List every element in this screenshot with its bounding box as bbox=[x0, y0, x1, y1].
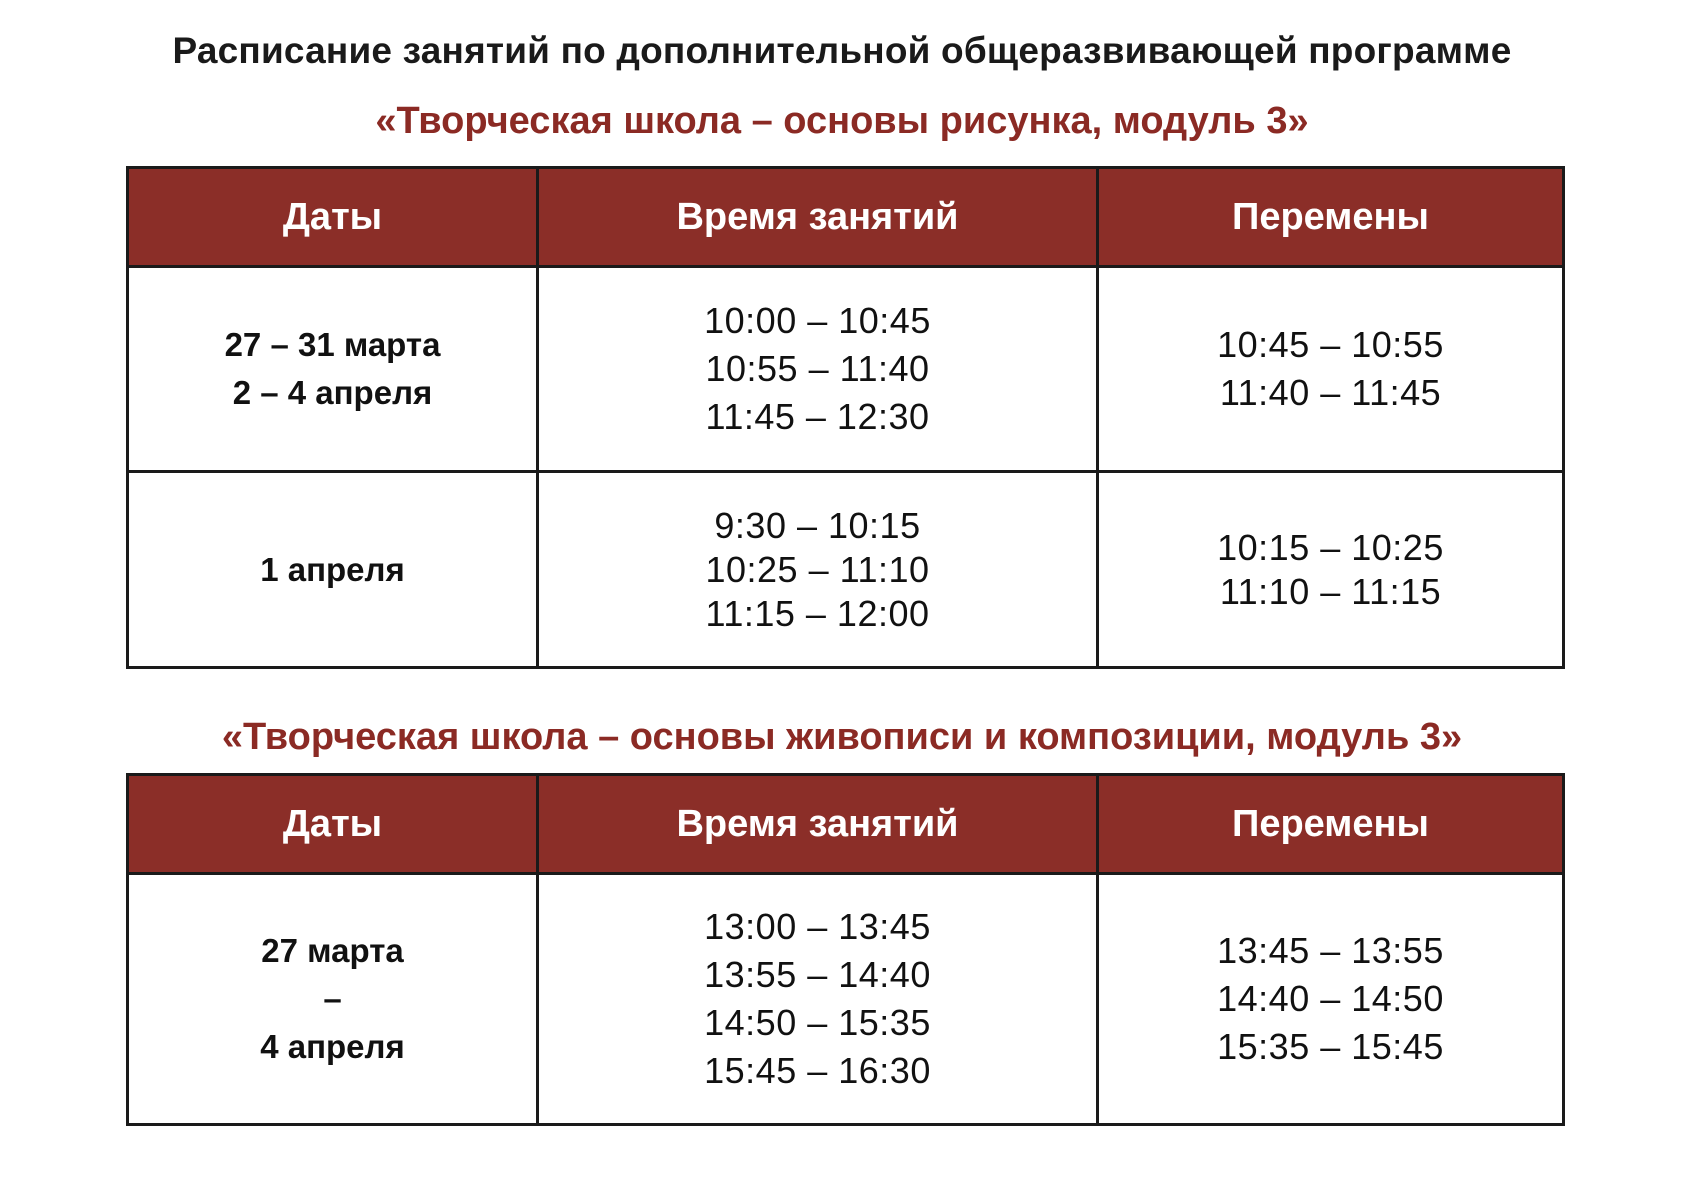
table-row bbox=[128, 874, 1564, 1125]
break-time: 15:35 – 15:45 bbox=[1217, 1026, 1444, 1067]
break-time: 11:40 – 11:45 bbox=[1219, 372, 1442, 413]
break-time: 11:10 – 11:15 bbox=[1219, 570, 1442, 612]
lesson-times-cell bbox=[538, 874, 1098, 1125]
column-header-lesson-time: Время занятий bbox=[538, 168, 1098, 267]
date-line: 27 марта bbox=[261, 932, 404, 969]
breaks-cell bbox=[1098, 267, 1564, 472]
lesson-time: 10:25 – 11:10 bbox=[705, 548, 930, 590]
date-separator: – bbox=[323, 980, 342, 1017]
lesson-times-cell bbox=[538, 267, 1098, 472]
date-line: 2 – 4 апреля bbox=[232, 374, 433, 411]
break-time: 10:45 – 10:55 bbox=[1217, 324, 1444, 365]
lesson-time: 11:15 – 12:00 bbox=[705, 592, 930, 634]
lesson-time: 13:00 – 13:45 bbox=[704, 906, 931, 947]
lesson-time: 10:00 – 10:45 bbox=[704, 300, 931, 341]
breaks-cell bbox=[1098, 472, 1564, 668]
column-header-breaks: Перемены bbox=[1098, 775, 1564, 874]
lesson-time: 13:55 – 14:40 bbox=[704, 954, 931, 995]
break-time: 13:45 – 13:55 bbox=[1217, 930, 1444, 971]
table-row bbox=[128, 267, 1564, 472]
lesson-time: 11:45 – 12:30 bbox=[705, 396, 930, 437]
dates-cell bbox=[128, 472, 538, 668]
table-row bbox=[128, 472, 1564, 668]
lesson-time: 10:55 – 11:40 bbox=[705, 348, 930, 389]
date-line: 27 – 31 марта bbox=[224, 326, 441, 363]
breaks-cell bbox=[1098, 874, 1564, 1125]
schedule-table-painting bbox=[126, 773, 1565, 1126]
column-header-dates: Даты bbox=[128, 168, 538, 267]
schedule-table-drawing bbox=[126, 166, 1565, 669]
break-time: 10:15 – 10:25 bbox=[1217, 526, 1444, 568]
break-time: 14:40 – 14:50 bbox=[1217, 978, 1444, 1019]
lesson-times-cell bbox=[538, 472, 1098, 668]
page-title: Расписание занятий по дополнительной общеразвивающей программе bbox=[172, 30, 1512, 71]
lesson-time: 15:45 – 16:30 bbox=[704, 1050, 931, 1091]
lesson-time: 14:50 – 15:35 bbox=[704, 1002, 931, 1043]
date-line: 1 апреля bbox=[260, 550, 405, 588]
program-title-painting: «Творческая школа – основы живописи и композиции, модуль 3» bbox=[221, 716, 1463, 758]
date-line: 4 апреля bbox=[260, 1028, 405, 1065]
dates-cell bbox=[128, 874, 538, 1125]
table-header-row bbox=[128, 168, 1564, 267]
column-header-dates: Даты bbox=[128, 775, 538, 874]
dates-cell bbox=[128, 267, 538, 472]
program-title-drawing: «Творческая школа – основы рисунка, модуль 3» bbox=[375, 100, 1309, 142]
table-header-row bbox=[128, 775, 1564, 874]
lesson-time: 9:30 – 10:15 bbox=[714, 504, 921, 546]
column-header-lesson-time: Время занятий bbox=[538, 775, 1098, 874]
column-header-breaks: Перемены bbox=[1098, 168, 1564, 267]
